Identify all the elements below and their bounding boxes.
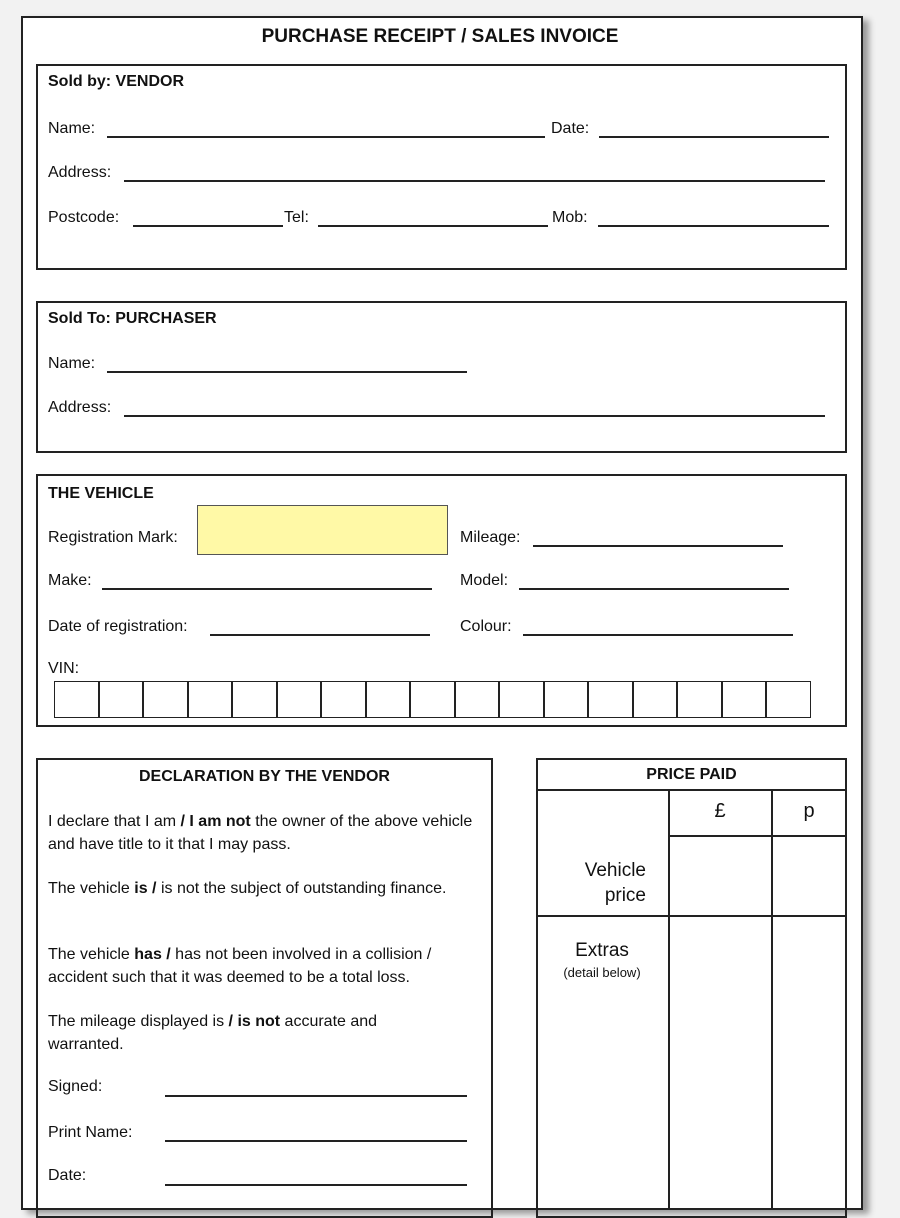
- vin-box[interactable]: [677, 681, 722, 718]
- vendor-address-label: Address:: [48, 164, 112, 181]
- registration-field[interactable]: [197, 505, 448, 555]
- mileage-field[interactable]: [533, 545, 783, 547]
- purchaser-heading: Sold To: PURCHASER: [48, 310, 217, 327]
- vin-box[interactable]: [277, 681, 322, 718]
- pence-header: p: [803, 800, 815, 822]
- page-title: PURCHASE RECEIPT / SALES INVOICE: [261, 26, 619, 47]
- vendor-postcode-field[interactable]: [133, 225, 283, 227]
- declaration-heading: DECLARATION BY THE VENDOR: [139, 768, 390, 785]
- vin-box[interactable]: [188, 681, 233, 718]
- vendor-tel-label: Tel:: [284, 209, 309, 226]
- vendor-mob-field[interactable]: [598, 225, 829, 227]
- vin-box[interactable]: [54, 681, 99, 718]
- vendor-postcode-label: Postcode:: [48, 209, 120, 226]
- date-registration-label: Date of registration:: [48, 618, 188, 635]
- signed-label: Signed:: [48, 1078, 103, 1095]
- price-heading: PRICE PAID: [646, 766, 737, 783]
- declaration-date-label: Date:: [48, 1167, 87, 1184]
- vin-box[interactable]: [99, 681, 144, 718]
- vin-box[interactable]: [588, 681, 633, 718]
- vendor-heading: Sold by: VENDOR: [48, 73, 185, 90]
- vin-box[interactable]: [544, 681, 589, 718]
- vendor-section: [36, 64, 847, 270]
- divider: [668, 790, 670, 1210]
- declaration-collision: The vehicle has / has not been involved in a collision / accident such that it was deemed to be a total loss.: [48, 946, 432, 986]
- print-name-field[interactable]: [165, 1140, 467, 1142]
- vehicle-heading: THE VEHICLE: [48, 485, 154, 502]
- vin-label: VIN:: [48, 660, 80, 677]
- vin-box[interactable]: [232, 681, 277, 718]
- divider: [668, 835, 847, 837]
- vendor-name-field[interactable]: [107, 136, 545, 138]
- colour-field[interactable]: [523, 634, 793, 636]
- vin-box[interactable]: [321, 681, 366, 718]
- vin-box[interactable]: [499, 681, 544, 718]
- vendor-date-label: Date:: [551, 120, 590, 137]
- make-label: Make:: [48, 572, 92, 589]
- purchaser-name-field[interactable]: [107, 371, 467, 373]
- vehicle-price-label: Vehicle price: [584, 860, 646, 906]
- declaration-ownership: I declare that I am / I am not the owner of the above vehicle and have title to it that I may pass.: [48, 813, 473, 853]
- price-section: [536, 758, 847, 1218]
- vendor-mob-label: Mob:: [552, 209, 588, 226]
- vendor-date-field[interactable]: [599, 136, 829, 138]
- vin-box[interactable]: [722, 681, 767, 718]
- divider: [536, 789, 847, 791]
- vin-box[interactable]: [366, 681, 411, 718]
- make-field[interactable]: [102, 588, 432, 590]
- date-registration-field[interactable]: [210, 634, 430, 636]
- declaration-finance: The vehicle is / is not the subject of outstanding finance.: [48, 880, 447, 897]
- signed-field[interactable]: [165, 1095, 467, 1097]
- model-field[interactable]: [519, 588, 789, 590]
- vin-box[interactable]: [455, 681, 500, 718]
- declaration-mileage: The mileage displayed is / is not accurate and warranted.: [48, 1013, 378, 1053]
- extras-note: (detail below): [563, 965, 641, 980]
- vendor-address-field[interactable]: [124, 180, 825, 182]
- vin-box[interactable]: [766, 681, 811, 718]
- purchaser-address-label: Address:: [48, 399, 112, 416]
- vin-box[interactable]: [143, 681, 188, 718]
- vendor-tel-field[interactable]: [318, 225, 548, 227]
- extras-label: Extras: [575, 940, 629, 961]
- purchaser-name-label: Name:: [48, 355, 96, 372]
- pounds-header: £: [714, 800, 726, 822]
- vin-box[interactable]: [410, 681, 455, 718]
- model-label: Model:: [460, 572, 509, 589]
- registration-label: Registration Mark:: [48, 529, 178, 546]
- divider: [536, 915, 847, 917]
- vehicle-price-pounds-cell[interactable]: [620, 850, 668, 915]
- divider: [771, 790, 773, 1210]
- vendor-name-label: Name:: [48, 120, 96, 137]
- vin-box[interactable]: [633, 681, 678, 718]
- mileage-label: Mileage:: [460, 529, 521, 546]
- declaration-date-field[interactable]: [165, 1184, 467, 1186]
- print-name-label: Print Name:: [48, 1124, 133, 1141]
- purchaser-address-field[interactable]: [124, 415, 825, 417]
- colour-label: Colour:: [460, 618, 512, 635]
